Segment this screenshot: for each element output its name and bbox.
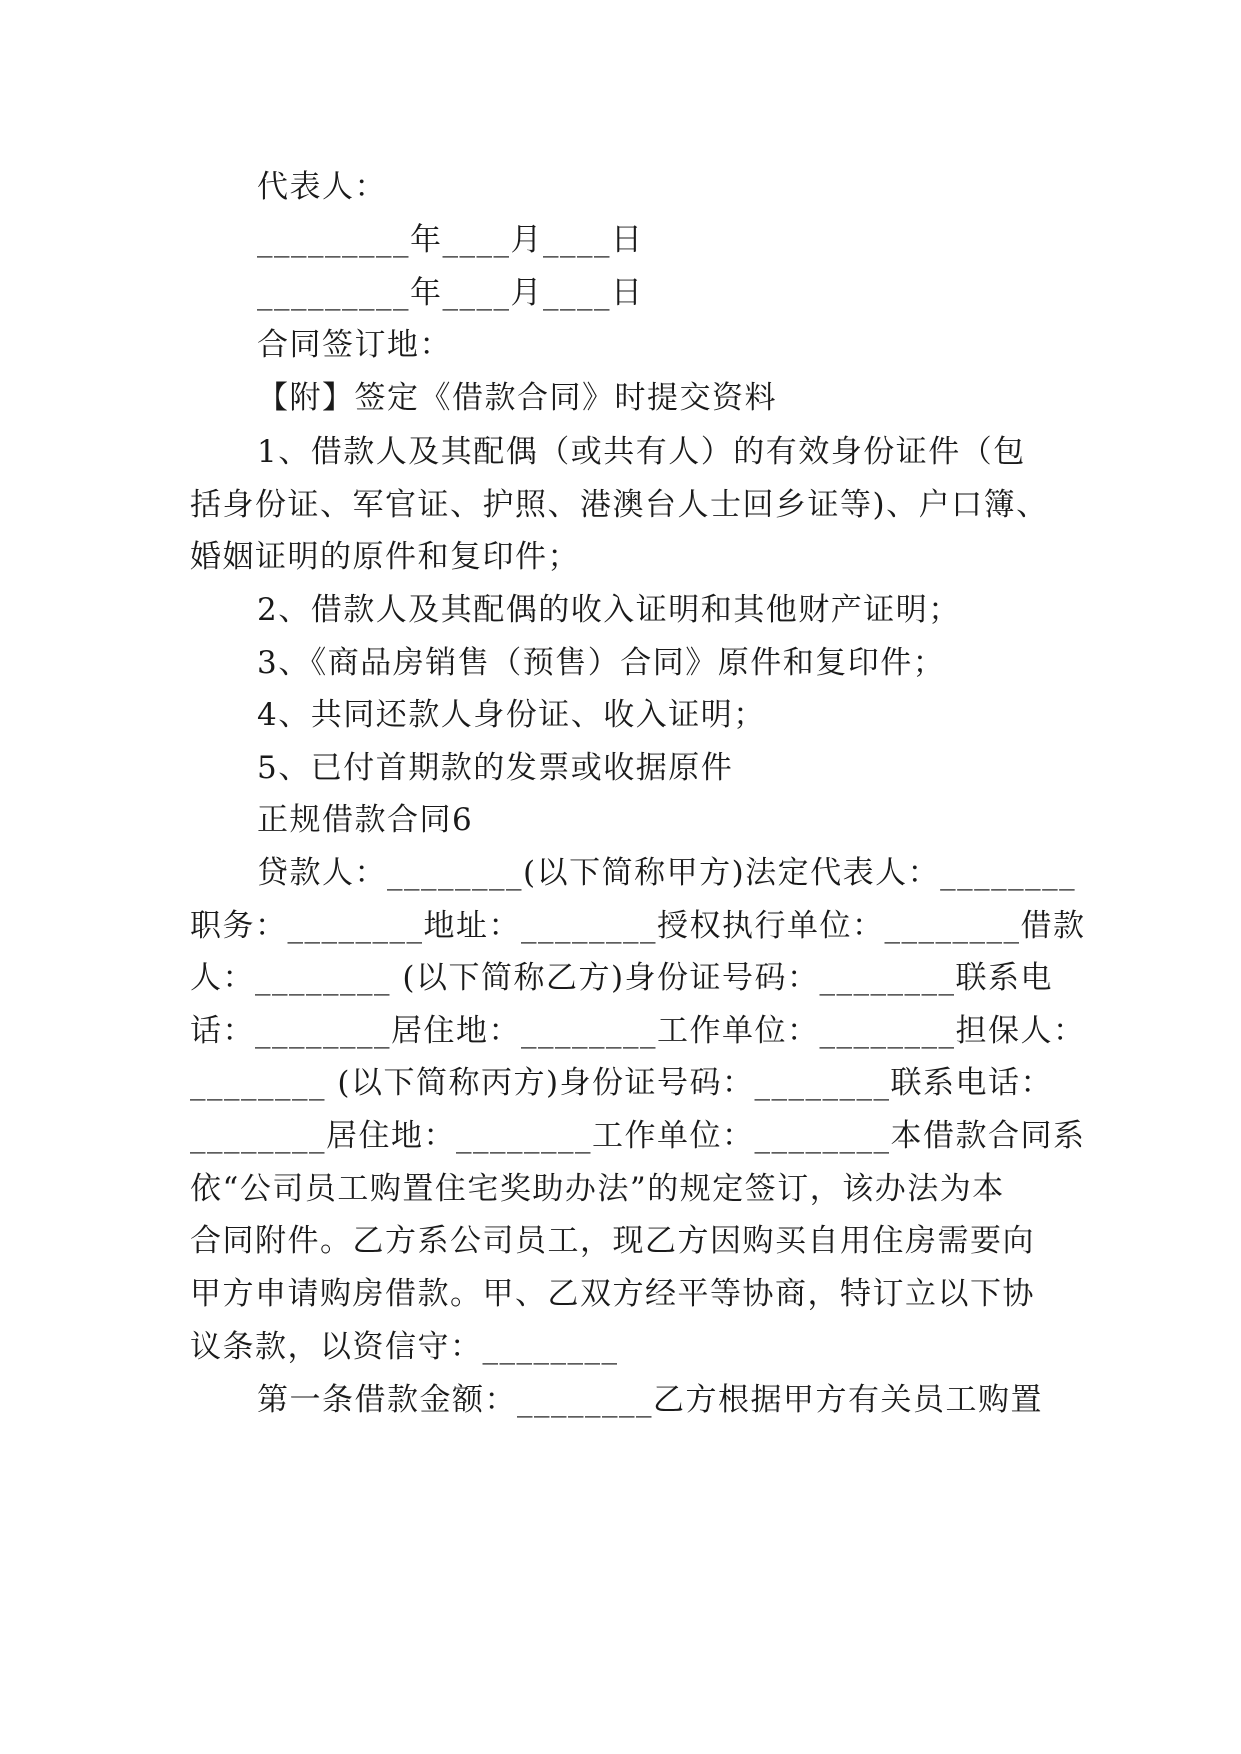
guarantor-line: ________ (以下简称丙方)身份证号码：________联系电话： — [190, 1065, 1054, 1101]
representative-line: 代表人： — [257, 169, 387, 205]
signing-place-line: 合同签订地： — [257, 327, 452, 363]
borrower-line: 人：________ (以下简称乙方)身份证号码：________联系电 — [190, 960, 1054, 996]
date-line-2: _________年____月____日 — [257, 275, 644, 311]
basis-line-2: 合同附件。乙方系公司员工，现乙方因购买自用住房需要向 — [190, 1223, 1035, 1259]
basis-line-1: 依“公司员工购置住宅奖助办法”的规定签订，该办法为本 — [190, 1171, 1005, 1207]
article-one-line: 第一条借款金额：________乙方根据甲方有关员工购置 — [257, 1382, 1043, 1418]
guarantor-details-line: ________居住地：________工作单位：________本借款合同系 — [190, 1118, 1086, 1154]
lender-details-line: 职务：________地址：________授权执行单位：________借款 — [190, 908, 1086, 944]
requirement-item-1-cont: 括身份证、军官证、护照、港澳台人士回乡证等)、户口簿、 — [190, 487, 1049, 523]
requirement-item-3: 3、《商品房销售（预售）合同》原件和复印件； — [257, 645, 946, 681]
requirement-item-5: 5、已付首期款的发票或收据原件 — [257, 750, 734, 786]
section-title: 正规借款合同6 — [257, 802, 474, 838]
requirement-item-2: 2、借款人及其配偶的收入证明和其他财产证明； — [257, 592, 961, 628]
requirement-item-1: 1、借款人及其配偶（或共有人）的有效身份证件（包 — [257, 434, 1026, 470]
basis-line-4: 议条款，以资信守：________ — [190, 1329, 619, 1365]
lender-line: 贷款人：________(以下简称甲方)法定代表人：________ — [257, 855, 1077, 891]
borrower-details-line: 话：________居住地：________工作单位：________担保人： — [190, 1013, 1086, 1049]
requirement-item-1-end: 婚姻证明的原件和复印件； — [190, 539, 580, 575]
requirement-item-4: 4、共同还款人身份证、收入证明； — [257, 697, 766, 733]
basis-line-3: 甲方申请购房借款。甲、乙双方经平等协商，特订立以下协 — [190, 1276, 1035, 1312]
date-line-1: _________年____月____日 — [257, 222, 644, 258]
appendix-heading: 【附】签定《借款合同》时提交资料 — [257, 380, 777, 416]
